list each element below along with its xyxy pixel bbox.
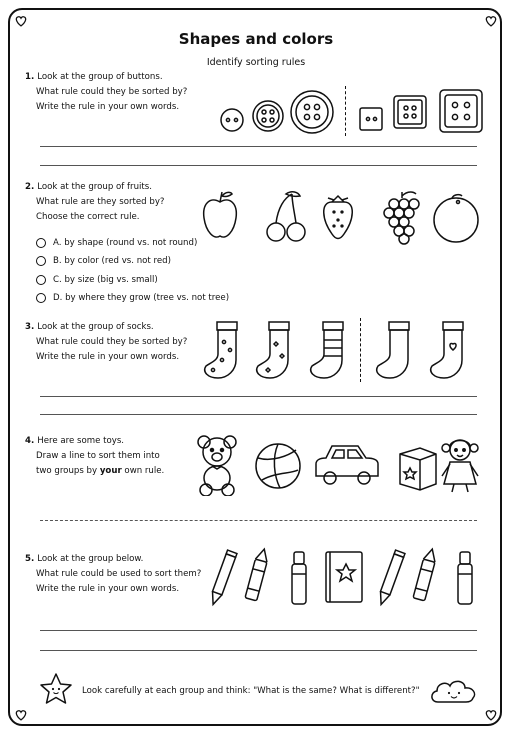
sock-icon [311, 322, 343, 378]
star-icon [38, 672, 74, 706]
answer-line[interactable] [40, 414, 477, 415]
question-5: 5. Look at the group below. What rule could be used to sort them? Write the rule in your own words. [25, 554, 202, 594]
answer-line[interactable] [40, 396, 477, 397]
marker-icon [292, 552, 306, 604]
page-subtitle: Identify sorting rules [206, 57, 306, 68]
crayon-icon [413, 548, 438, 601]
option-c[interactable]: C. by size (big vs. small) [36, 275, 158, 285]
option-a[interactable]: A. by shape (round vs. not round) [36, 238, 197, 248]
radio-button[interactable] [36, 238, 46, 248]
heart-icon [484, 14, 498, 28]
marker-icon [458, 552, 472, 604]
small-button-icon [221, 109, 243, 131]
question-2: 2. Look at the group of fruits. What rule are they sorted by? Choose the correct rule. [25, 182, 165, 222]
strawberry-icon [324, 196, 353, 239]
cherries-icon [267, 192, 305, 241]
page-title: Shapes and colors [178, 30, 334, 48]
large-button-icon [291, 91, 333, 133]
group-divider [345, 86, 346, 136]
crayon-icon [245, 548, 270, 601]
answer-line[interactable] [40, 630, 477, 631]
school-supplies-image [206, 546, 486, 610]
answer-line[interactable] [40, 146, 477, 147]
sock-icon [431, 322, 463, 378]
grapes-icon [384, 192, 419, 244]
orange-icon [434, 195, 478, 242]
toy-car-icon [316, 446, 378, 484]
small-square-button-icon [360, 108, 382, 130]
doll-icon [442, 440, 478, 492]
group-divider [360, 318, 361, 382]
answer-line[interactable] [40, 650, 477, 651]
sorting-line[interactable] [40, 520, 477, 521]
cloud-icon [428, 676, 480, 706]
socks-group-image [198, 318, 478, 384]
toys-group-image [192, 432, 488, 496]
fruits-group-image [200, 188, 490, 246]
sock-icon [257, 322, 289, 378]
footer-tip: Look carefully at each group and think: "What is the same? What is different?" [82, 686, 420, 696]
radio-button[interactable] [36, 275, 46, 285]
answer-line[interactable] [40, 165, 477, 166]
option-d[interactable]: D. by where they grow (tree vs. not tree) [36, 293, 229, 303]
radio-button[interactable] [36, 256, 46, 266]
toy-block-icon [400, 448, 436, 490]
heart-icon [484, 708, 498, 722]
heart-icon [14, 708, 28, 722]
ball-icon [256, 444, 300, 488]
teddy-bear-icon [198, 436, 236, 496]
sock-icon [377, 322, 409, 378]
buttons-group-image [212, 86, 492, 138]
book-icon [326, 552, 362, 602]
question-1: 1. Look at the group of buttons. What rule could they be sorted by? Write the rule in your own words. [25, 72, 188, 112]
radio-button[interactable] [36, 293, 46, 303]
question-4: 4. Here are some toys. Draw a line to sort them into two groups by your own rule. [25, 436, 165, 476]
option-b[interactable]: B. by color (red vs. not red) [36, 256, 171, 266]
pencil-icon [208, 550, 237, 606]
heart-icon [14, 14, 28, 28]
question-3: 3. Look at the group of socks. What rule could they be sorted by? Write the rule in your own words. [25, 322, 188, 362]
pencil-icon [376, 550, 405, 606]
sock-icon [205, 322, 237, 378]
apple-icon [204, 192, 237, 237]
